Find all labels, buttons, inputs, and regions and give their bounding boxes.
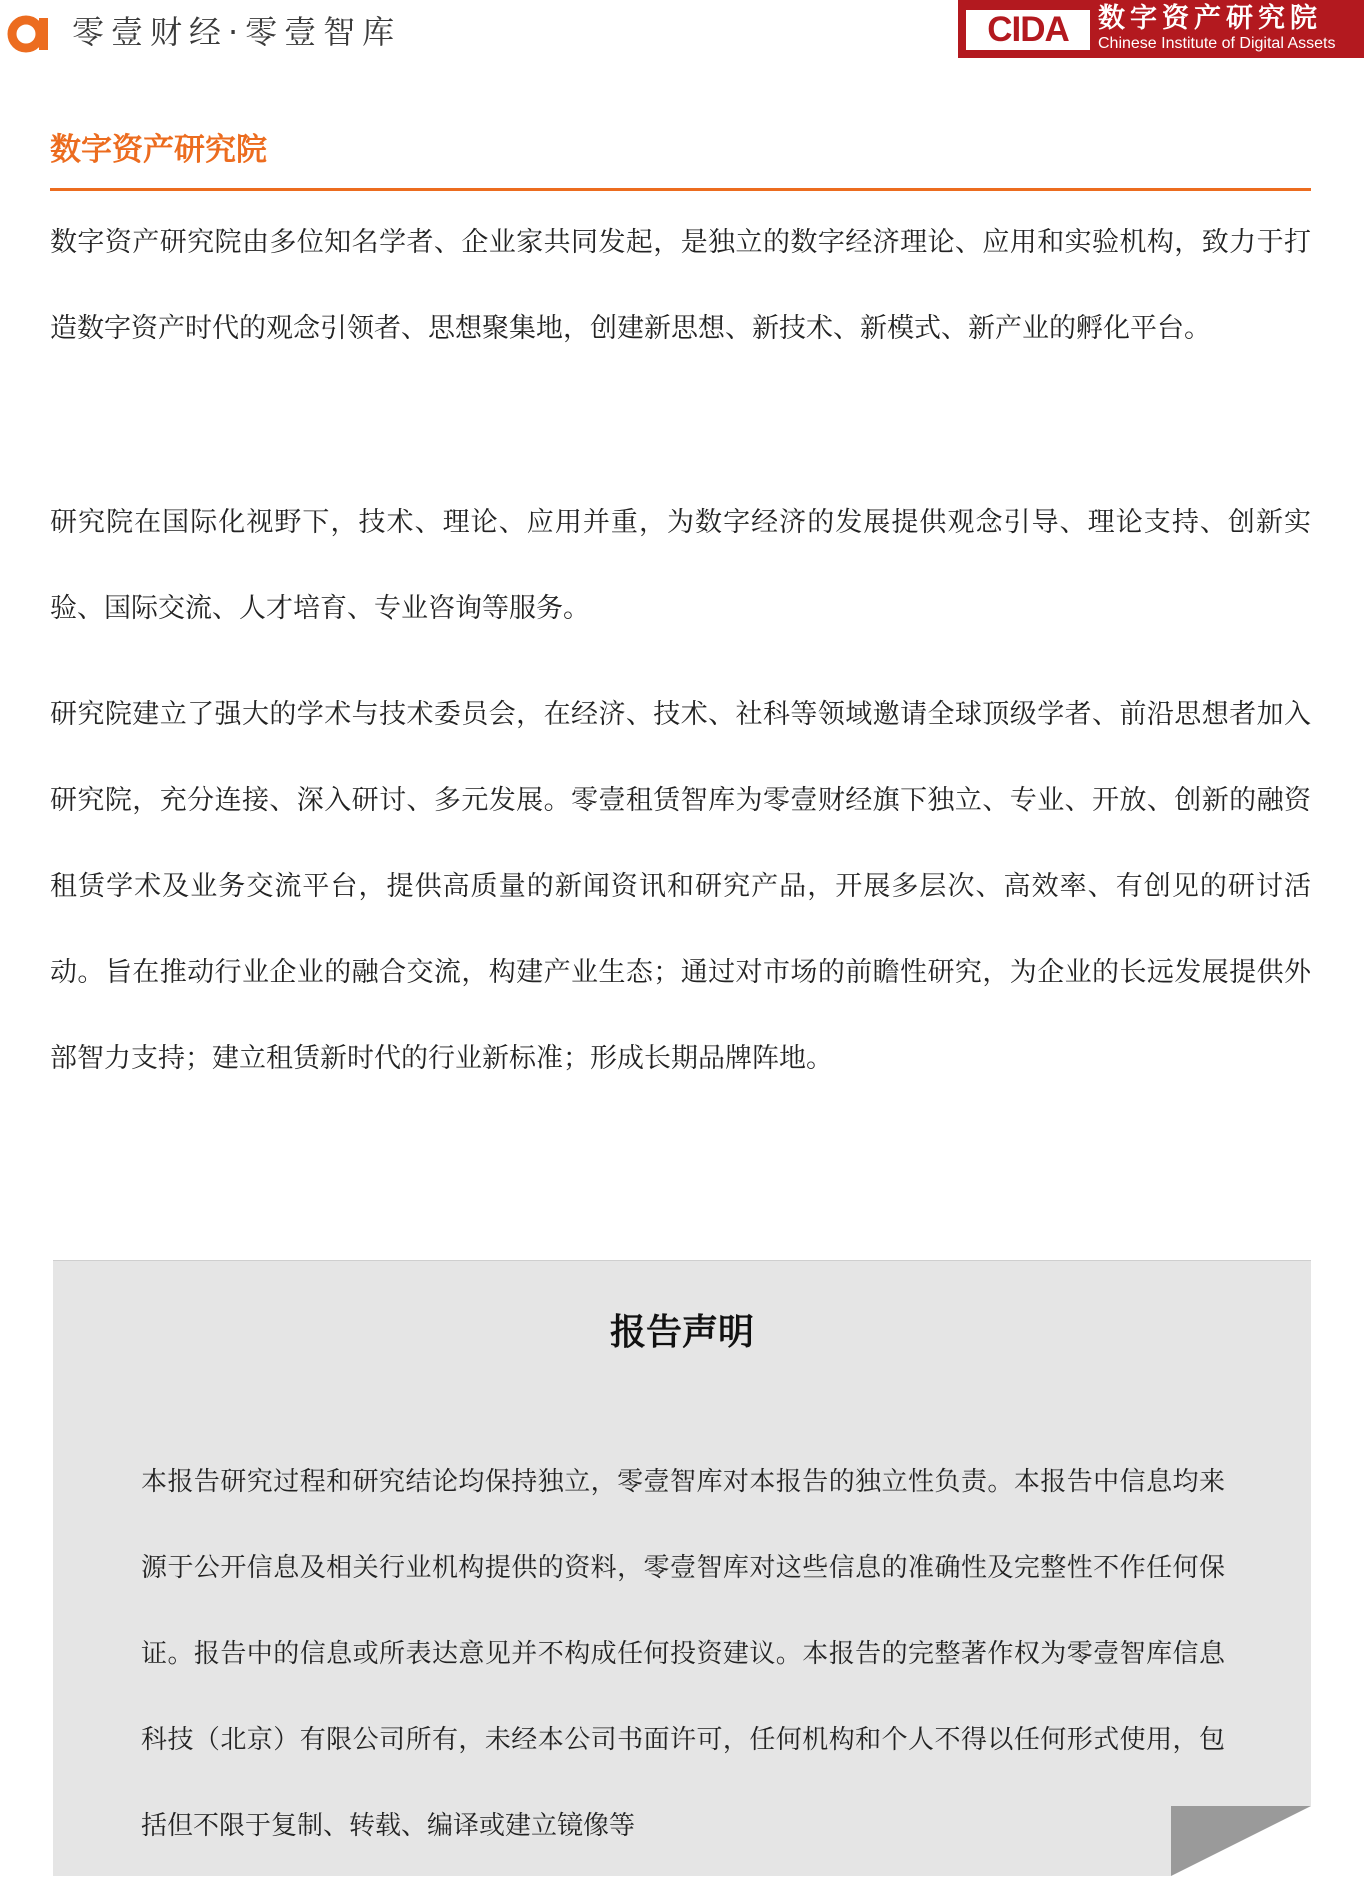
- intro-paragraph: 数字资产研究院由多位知名学者、企业家共同发起，是独立的数字经济理论、应用和实验机构，致力于打造数字资产时代的观念引领者、思想聚集地，创建新思想、新技术、新模式、新产业的孵化平台。: [50, 227, 1311, 344]
- section-title: 数字资产研究院: [50, 132, 267, 168]
- cida-abbr: CIDA: [966, 10, 1090, 50]
- brand-name: 零壹财经·零壹智库: [72, 13, 402, 51]
- page-header: [0, 0, 1366, 60]
- cida-english-name: Chinese Institute of Digital Assets: [1098, 35, 1336, 52]
- page-curl-icon: [1171, 1806, 1311, 1876]
- cida-chinese-name: 数字资产研究院: [1098, 3, 1322, 34]
- disclaimer-body: [141, 1439, 1225, 1841]
- section-divider: [50, 188, 1311, 191]
- disclaimer-text: 本报告研究过程和研究结论均保持独立，零壹智库对本报告的独立性负责。本报告中信息均来源于公开信息及相关行业机构提供的资料，零壹智库对这些信息的准确性及完整性不作任何保证。报告中的信息或所表达意见并不构成任何投资建议。本报告的完整著作权为零壹智库信息科技（北京）有限公司所有，未经本公司书面许可，任何机构和个人不得以任何形式使用，包括但不限于复制、转载、编译或建立镜像等: [141, 1467, 1225, 1841]
- committee-paragraph: 研究院建立了强大的学术与技术委员会，在经济、技术、社科等领域邀请全球顶级学者、前沿思想者加入研究院，充分连接、深入研讨、多元发展。零壹租赁智库为零壹财经旗下独立、专业、开放、创新的融资租赁学术及业务交流平台，提供高质量的新闻资讯和研究产品，开展多层次、高效率、有创见的研讨活动。旨在推动行业企业的融合交流，构建产业生态；通过对市场的前瞻性研究，为企业的长远发展提供外部智力支持；建立租赁新时代的行业新标准；形成长期品牌阵地。: [50, 699, 1311, 1074]
- disclaimer-panel: [53, 1260, 1311, 1876]
- services-paragraph: 研究院在国际化视野下，技术、理论、应用并重，为数字经济的发展提供观念引导、理论支持、创新实验、国际交流、人才培育、专业咨询等服务。: [50, 507, 1311, 624]
- cida-logo: [958, 0, 1364, 58]
- disclaimer-title: 报告声明: [609, 1312, 754, 1353]
- brand-logo-icon: [6, 12, 54, 54]
